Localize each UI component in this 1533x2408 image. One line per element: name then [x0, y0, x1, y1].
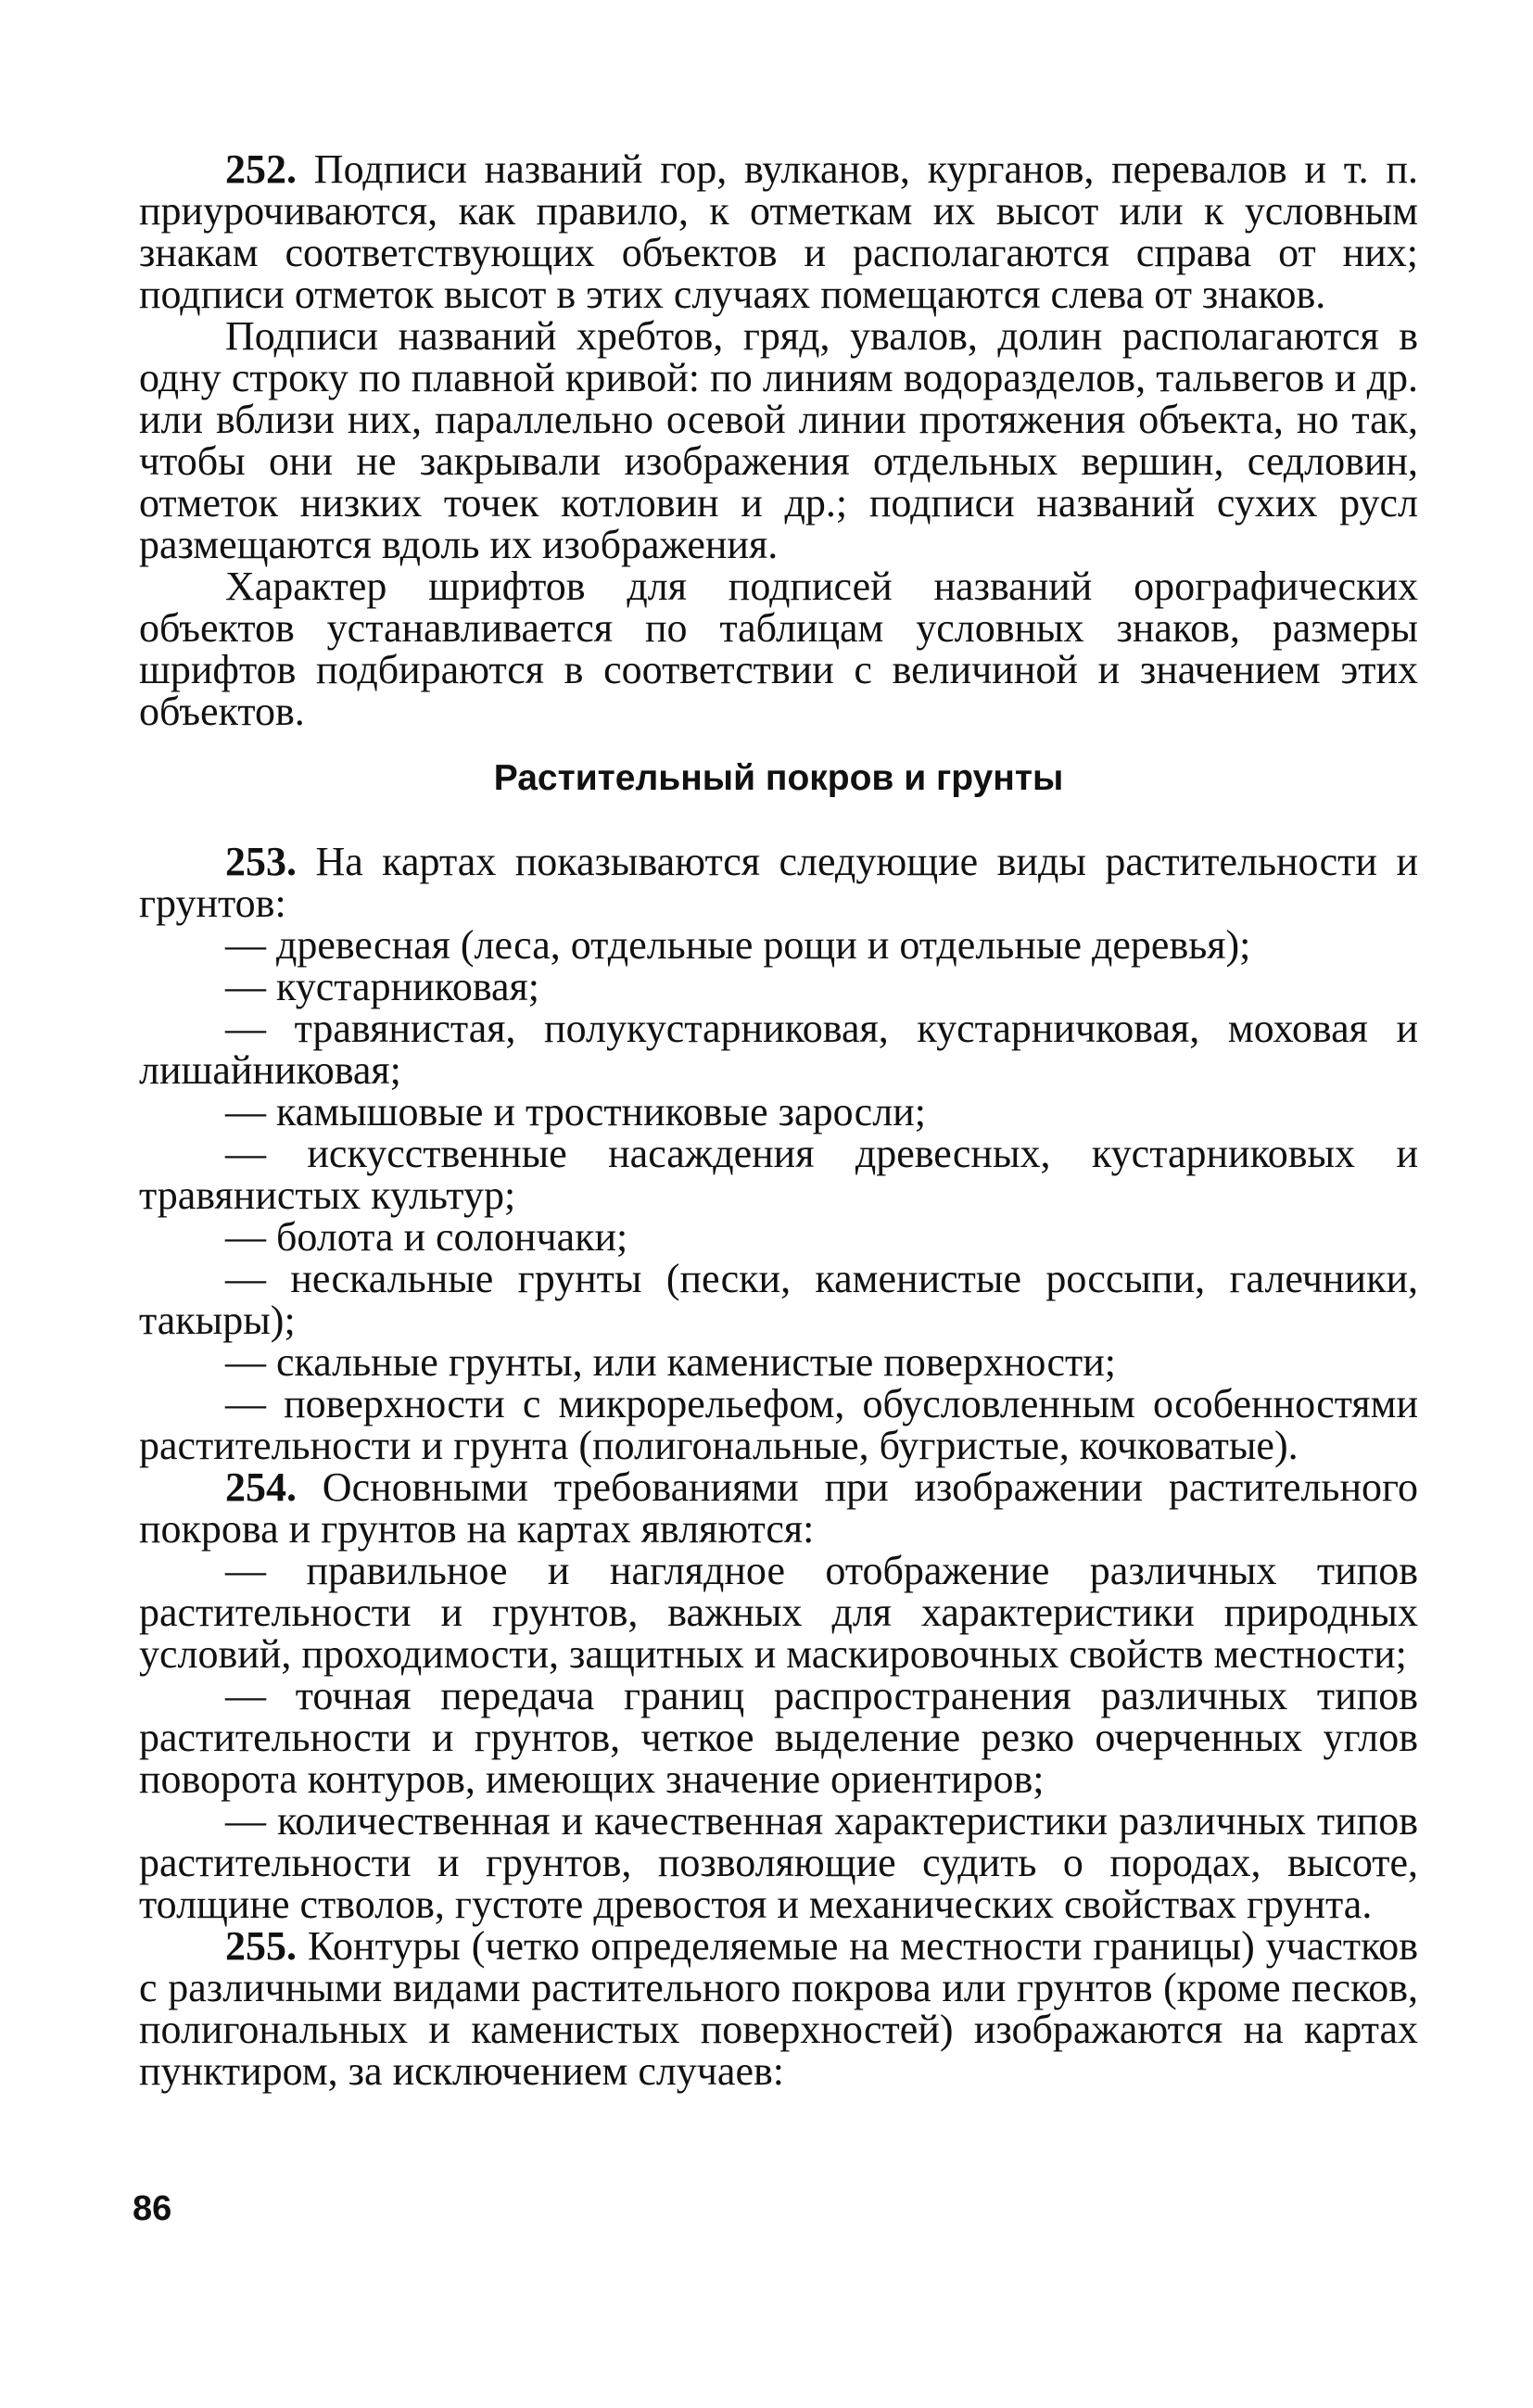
- list-item: — камышовые и тростниковые заросли;: [225, 1089, 926, 1134]
- list-item: — точная передача границ распространения различных типов растительности и грунтов, четкое выделение резко очерченных углов поворота контуров, имеющих значение ориентиров;: [139, 1673, 1418, 1802]
- paragraph-252-ridges: Подписи названий хребтов, гряд, увалов, долин располагаются в одну строку по плавной кривой: по линиям водоразделов, тальвегов и др. или вблизи них, параллельно осевой линии протяжения объекта, но так, чтобы они не закрывали изображения отдельных вершин, седловин, отметок низких точек котловин и др.; подписи названий сухих русл размещаются вдоль их изображения.: [139, 313, 1418, 567]
- paragraph-number: 254.: [225, 1464, 297, 1510]
- list-item: — нескальные грунты (пески, каменистые россыпи, галечники, такыры);: [139, 1256, 1418, 1343]
- paragraph-text: Основными требованиями при изображении растительного покрова и грунтов на картах являются:: [139, 1464, 1418, 1552]
- list-item: — искусственные насаждения древесных, кустарниковых и травянистых культур;: [139, 1131, 1418, 1218]
- list-item: — древесная (леса, отдельные рощи и отдельные деревья);: [225, 922, 1251, 968]
- paragraph-number: 253.: [225, 839, 297, 884]
- page-body: [139, 148, 1418, 2092]
- paragraph-252-fonts: Характер шрифтов для подписей названий орографических объектов устанавливается по таблицам условных знаков, размеры шрифтов подбираются в соответствии с величиной и значением этих объектов.: [139, 564, 1418, 734]
- section-heading: Растительный покров и грунты: [493, 758, 1064, 798]
- page-number: 86: [133, 2189, 172, 2228]
- paragraph-253: [139, 841, 1418, 924]
- list-item: — правильное и наглядное отображение различных типов растительности и грунтов, важных для характеристики природных условий, проходимости, защитных и маскировочных свойств местности;: [139, 1548, 1418, 1677]
- list-item: — количественная и качественная характеристики различных типов растительности и грунтов, позволяющие судить о породах, высоте, толщине стволов, густоте древостоя и механических свойствах грунта.: [139, 1798, 1418, 1927]
- paragraph-text: Подписи названий гор, вулканов, курганов, перевалов и т. п. приурочиваются, как правило, к отметкам их высот или к условным знакам соответствующих объектов и располагаются справа от них; подписи отметок высот в этих случаях помещаются слева от знаков.: [139, 146, 1418, 317]
- list-item: — болота и солончаки;: [225, 1214, 628, 1260]
- list-item: — скальные грунты, или каменистые поверхности;: [225, 1339, 1116, 1385]
- paragraph-text: Контуры (четко определяемые на местности границы) участков с различными видами растительного покрова или грунтов (кроме песков, полигональных и каменистых поверхностей) изображаются на картах пунктиром, за исключением случаев:: [139, 1923, 1418, 2094]
- paragraph-252: [139, 148, 1418, 315]
- list-item: — кустарниковая;: [225, 964, 540, 1009]
- paragraph-number: 255.: [225, 1923, 297, 1969]
- paragraph-number: 252.: [225, 146, 297, 192]
- paragraph-255: [139, 1925, 1418, 2092]
- paragraph-254: [139, 1466, 1418, 1550]
- list-item: — поверхности с микрорельефом, обусловленным особенностями растительности и грунта (полигональные, бугристые, кочковатые).: [139, 1381, 1418, 1468]
- paragraph-text: На картах показываются следующие виды растительности и грунтов:: [139, 839, 1418, 926]
- list-item: — травянистая, полукустарниковая, кустарничковая, моховая и лишайниковая;: [139, 1006, 1418, 1093]
